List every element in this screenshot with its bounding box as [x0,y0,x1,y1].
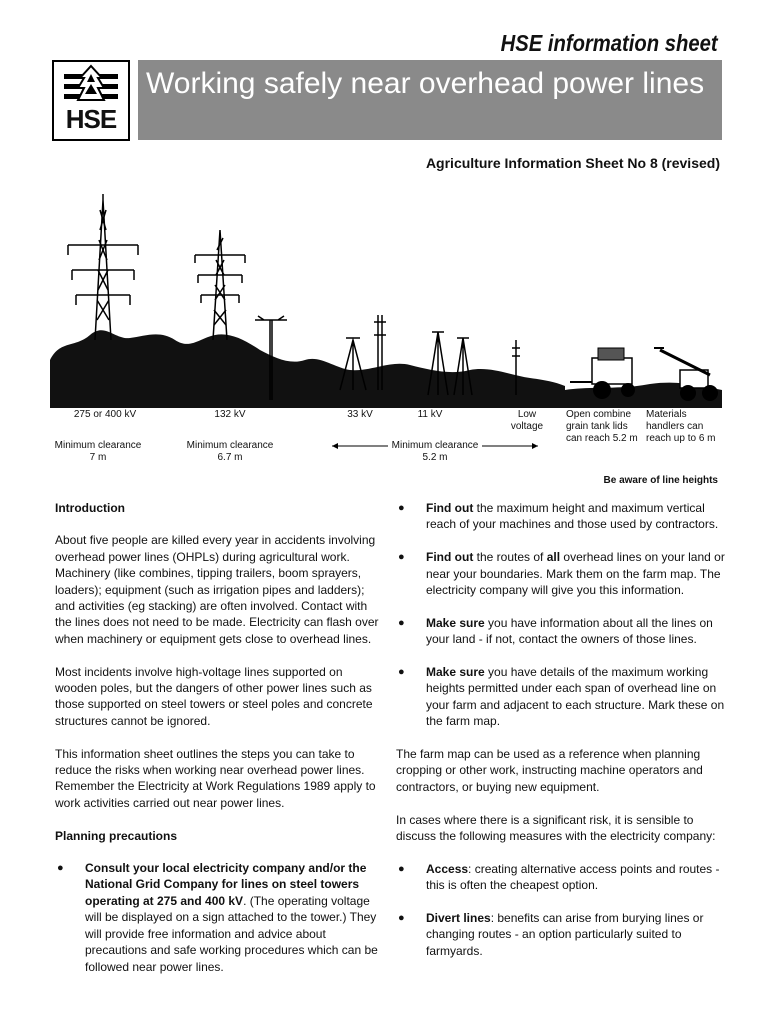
risk-paragraph: In cases where there is a significant risk, it is sensible to discuss the following measures with the electricity company: [396,812,716,844]
pylon-132kv-icon [195,230,245,340]
sheet-subtitle: Agriculture Information Sheet No 8 (revised) [425,155,720,171]
clearance-33kv: Minimum clearance 5.2 m [391,440,479,463]
power-line-illustration [50,190,722,410]
list-item: ● Find out the maximum height and maximum vertical reach of your machines and those used by contractors. [398,501,719,532]
hse-logo [52,60,130,141]
bullet-icon: ● [398,502,405,514]
page-title: Working safely near overhead power lines [138,60,722,140]
intro-paragraph-3: This information sheet outlines the steps you can take to reduce the risks when working near overhead power lines. Remember the Electricity at Work Regulations 1989 apply to work activities carried out near power lines. [55,746,376,810]
bullet-icon: ● [57,862,64,875]
bullet-icon: ● [398,666,405,679]
list-item: ● Consult your local electricity company and/or the National Grid Company for lines on steel towers operating at 275 and 400 kV. (The operating voltage will be displayed on a sign attached to the tower.) They will provide free information and advice about precautions and safe working procedures which can be followed near power lines. [57,861,378,974]
intro-paragraph-2: Most incidents involve high-voltage lines supported on wooden poles, but the dangers of other power lines such as those supported on steel towers or steel poles and concrete structures cannot be ignored. [55,664,373,728]
voltage-label-33kv: 33 kV [347,409,373,420]
planning-heading: Planning precautions [55,828,178,843]
voltage-label-11kv: 11 kV [417,409,443,420]
bullet-icon: ● [398,616,405,629]
voltage-label-low: Low voltage [510,409,544,432]
farm-map-paragraph: The farm map can be used as a reference when planning cropping or other work, instructing machine operators and contractors, or buying new equipment. [396,747,703,794]
logo-text: HSE [65,104,117,134]
pylon-400kv-icon [68,194,138,340]
intro-heading: Introduction [55,501,125,515]
list-item: ● Make sure you have information about all the lines on your land - if not, contact the owners of those lines. [398,615,713,647]
bullet-icon: ● [398,912,405,925]
bullet-icon: ● [398,551,405,564]
voltage-label-132kv: 132 kV [214,409,246,420]
bullet-icon: ● [398,862,405,875]
voltage-label-400kv: 275 or 400 kV [73,409,137,420]
right-column [396,500,726,976]
intro-paragraph-1: About five people are killed every year in accidents involving overhead power lines (OHPLs) during agricultural work. Machinery (like combines, tipping trailers, boom sprayers, loaders); equipment (such as irrigation pipes and ladders); and activities (eg stacking) are often involved. Contact with the lines does not need to be made. Electricity can flash over when machinery or equipment gets close to overhead lines. [55,533,379,646]
list-item: ● Divert lines: benefits can arise from burying lines or changing routes - an option particularly suited to farmyards. [398,911,704,958]
list-item: ● Find out the routes of all overhead lines on your land or near your boundaries. Mark them on the farm map. The electricity company will give you this information. [398,550,725,598]
handler-label: Materials handlers can reach up to 6 m [646,409,716,444]
line-height-notice: Be aware of line heights [603,475,718,486]
clearance-400kv: Minimum clearance 7 m [54,440,142,463]
list-item: ● Make sure you have details of the maximum working heights permitted under each span of overhead line on your farm and adjacent to each structure. Mark these on the farm map. [398,665,725,729]
left-column [55,500,380,991]
clearance-132kv: Minimum clearance 6.7 m [186,440,274,463]
list-item: ● Access: creating alternative access points and routes - this is often the cheapest option. [398,861,720,893]
sheet-label: HSE information sheet [500,30,718,56]
combine-label: Open combine grain tank lids can reach 5.2 m [566,409,638,444]
